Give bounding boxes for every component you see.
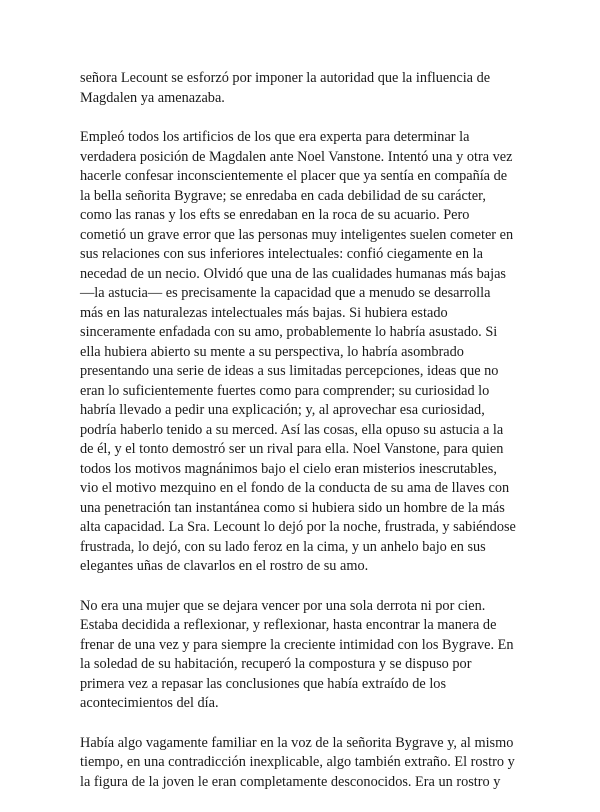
text-line: habría llevado a pedir una explicación; y, al aprovechar esa curiosidad, [80, 402, 485, 418]
text-line: la soledad de su habitación, recuperó la compostura y se dispuso por [80, 656, 472, 672]
text-line: —la astucia— es precisamente la capacidad que a menudo se desarrolla [80, 285, 491, 301]
text-line: Magdalen ya amenazaba. [80, 89, 225, 106]
text-line: una penetración tan instantánea como si hubiera sido un hombre de la más [80, 499, 505, 516]
text-line: frustrada, lo dejó, con su lado feroz en la cima, y un anhelo bajo en sus [80, 538, 486, 555]
text-line: podría haberlo tenido a su merced. Así las cosas, ella opuso su astucia a la [80, 421, 504, 438]
text-line: cometió un grave error que las personas muy inteligentes suelen cometer en [80, 226, 514, 243]
text-line: todos los motivos magnánimos bajo el cielo eran misterios inescrutables, [80, 460, 497, 477]
text-line: señora Lecount se esforzó por imponer la autoridad que la influencia de [80, 70, 491, 86]
text-line: presentando una serie de ideas a sus limitadas percepciones, ideas que no [80, 363, 499, 379]
text-line: necedad de un necio. Olvidó que una de las cualidades humanas más bajas [80, 265, 506, 282]
text-line: más en las naturalezas intelectuales más bajas. Si hubiera estado [80, 304, 448, 321]
text-line: sinceramente enfadada con su amo, probablemente lo habría asustado. Si [80, 324, 498, 340]
text-line: Estaba decidida a reflexionar, y reflexionar, hasta encontrar la manera de [80, 617, 497, 633]
text-line: hacerle confesar inconscientemente el placer que ya sentía en compañía de [80, 168, 508, 184]
text-line: vio el motivo mezquino en el fondo de la conducta de su ama de llaves con [80, 480, 510, 496]
text-line: de él, y el tonto demostró ser un rival para ella. Noel Vanstone, para quien [80, 441, 504, 457]
text-line: acontecimientos del día. [80, 695, 219, 711]
text-line: eran lo suficientemente fuertes como para comprender; su curiosidad lo [80, 382, 490, 399]
paragraph-2 [80, 128, 520, 577]
text-line: sus relaciones con sus inferiores intelectuales: confió ciegamente en la [80, 246, 483, 262]
text-line: la figura de la joven le eran completamente desconocidos. Era un rostro y [80, 773, 501, 790]
text-line: frenar de una vez y para siempre la creciente intimidad con los Bygrave. En [80, 636, 514, 653]
text-line: verdadera posición de Magdalen ante Noel Vanstone. Intentó una y otra vez [80, 148, 513, 165]
text-line: Había algo vagamente familiar en la voz de la señorita Bygrave y, al mismo [80, 734, 514, 751]
paragraph-3 [80, 597, 520, 714]
text-line: Empleó todos los artificios de los que era experta para determinar la [80, 129, 470, 145]
text-line: alta capacidad. La Sra. Lecount lo dejó por la noche, frustrada, y sabiéndose [80, 519, 516, 535]
text-line: primera vez a repasar las conclusiones que había extraído de los [80, 675, 447, 692]
body-text [80, 69, 520, 812]
text-line: No era una mujer que se dejara vencer por una sola derrota ni por cien. [80, 597, 486, 614]
text-line: tiempo, en una contradicción inexplicable, algo también extraño. El rostro y [80, 754, 515, 770]
text-line: como las ranas y los efts se enredaban en la roca de su acuario. Pero [80, 207, 470, 223]
text-line: la bella señorita Bygrave; se enredaba en cada debilidad de su carácter, [80, 187, 486, 204]
paragraph-1 [80, 69, 520, 108]
paragraph-4 [80, 734, 520, 793]
text-line: ella hubiera abierto su mente a su perspectiva, lo habría asombrado [80, 343, 464, 360]
text-line: elegantes uñas de clavarlos en el rostro de su amo. [80, 558, 369, 574]
